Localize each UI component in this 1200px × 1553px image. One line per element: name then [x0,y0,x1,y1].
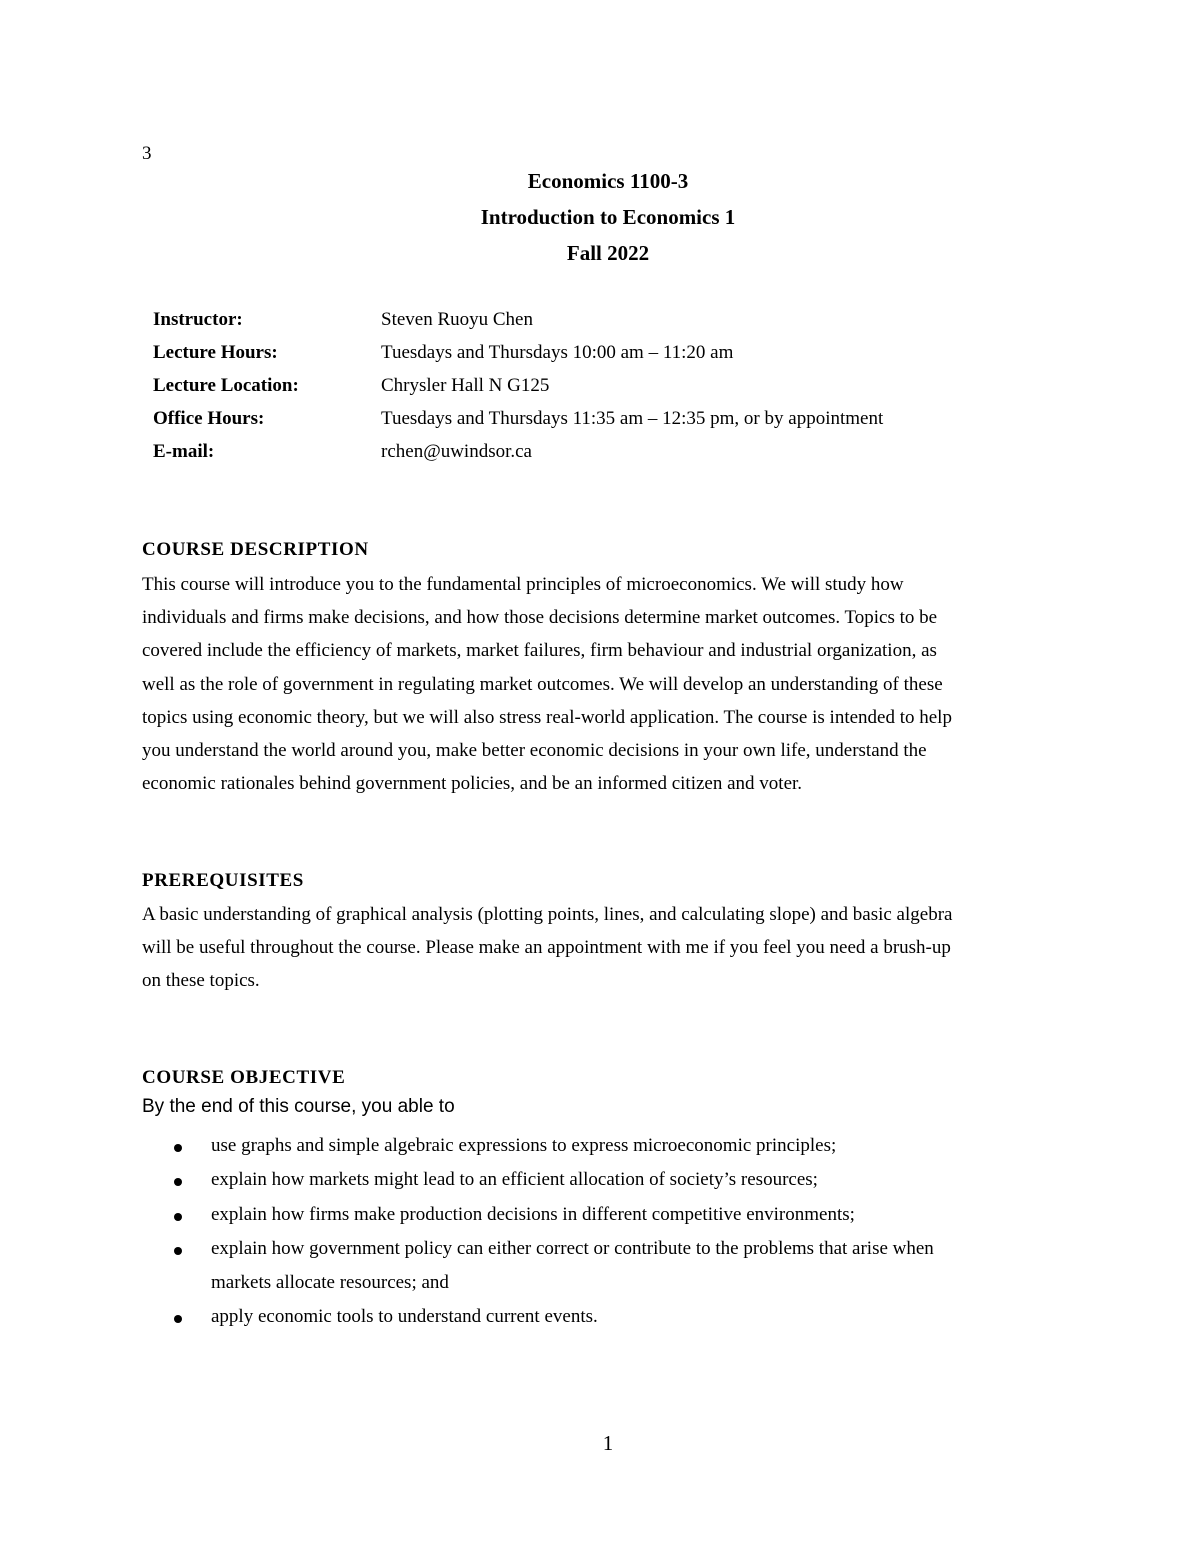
prerequisites-heading: PREREQUISITES [142,870,304,891]
course-title: Introduction to Economics 1 [480,205,736,229]
paragraph-line: economic rationales behind government policies, and be an informed citizen and voter. [142,773,803,795]
objective-item-continuation: markets allocate resources; and [211,1272,449,1293]
course-code-title: Economics 1100-3 [527,169,689,193]
info-value-email: rchen@uwindsor.ca [381,441,532,462]
course-description-heading: COURSE DESCRIPTION [142,539,369,560]
objective-item: explain how markets might lead to an efficient allocation of society’s resources; [211,1169,818,1190]
corner-number: 3 [142,143,152,164]
paragraph-line: covered include the efficiency of markets, market failures, firm behaviour and industrial organization, as [142,640,937,662]
info-value-instructor: Steven Ruoyu Chen [381,309,533,330]
course-objective-heading: COURSE OBJECTIVE [142,1067,346,1088]
objective-item: use graphs and simple algebraic expressions to express microeconomic principles; [211,1135,837,1156]
bullet-icon [174,1178,182,1186]
page-number: 1 [602,1431,614,1455]
bullet-icon [174,1247,182,1255]
objective-item: explain how firms make production decisions in different competitive environments; [211,1204,855,1225]
info-value-lecture-location: Chrysler Hall N G125 [381,375,550,396]
info-label-lecture-hours: Lecture Hours: [153,342,278,363]
paragraph-line: will be useful throughout the course. Please make an appointment with me if you feel you need a brush-up [142,937,951,959]
info-label-office-hours: Office Hours: [153,408,265,429]
paragraph-line: on these topics. [142,970,260,992]
paragraph-line: you understand the world around you, make better economic decisions in your own life, understand the [142,740,927,762]
paragraph-line: A basic understanding of graphical analysis (plotting points, lines, and calculating slope) and basic algebra [142,904,953,925]
objective-item: apply economic tools to understand current events. [211,1306,598,1327]
paragraph-line: well as the role of government in regulating market outcomes. We will develop an understanding of these [142,673,943,695]
paragraph-line: topics using economic theory, but we will also stress real-world application. The course is intended to help [142,706,952,728]
bullet-icon [174,1213,182,1221]
objective-item: explain how government policy can either correct or contribute to the problems that arise when [211,1238,934,1259]
bullet-icon [174,1315,182,1323]
paragraph-line: This course will introduce you to the fundamental principles of microeconomics. We will study how [142,574,904,595]
course-description-paragraph [142,568,1072,800]
info-value-office-hours: Tuesdays and Thursdays 11:35 am – 12:35 pm, or by appointment [381,408,884,429]
info-value-lecture-hours: Tuesdays and Thursdays 10:00 am – 11:20 am [381,342,734,363]
course-objective-intro: By the end of this course, you able to [142,1096,455,1117]
course-term: Fall 2022 [566,241,650,265]
info-label-instructor: Instructor: [153,309,243,330]
info-label-lecture-location: Lecture Location: [153,375,299,396]
bullet-icon [174,1144,182,1152]
prerequisites-paragraph [142,898,1072,998]
paragraph-line: individuals and firms make decisions, and how those decisions determine market outcomes. Topics to be [142,607,938,629]
info-label-email: E-mail: [153,441,215,462]
